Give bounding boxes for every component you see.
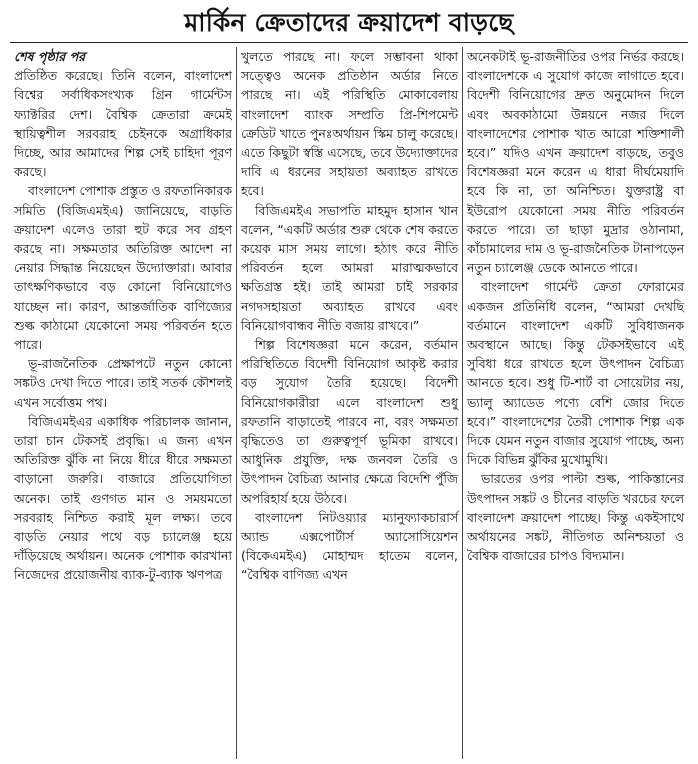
column-1: [10, 47, 236, 759]
column-3: [462, 47, 688, 759]
paragraph: বাংলাদেশ গার্মেন্ট ক্রেতা ফোরামের একজন প্রতিনিধি বলেন, “আমরা দেখছি বর্তমানে বাংলাদেশ একটি সুবিধাজনক অবস্থানে আছে। কিন্তু টেকসইভাবে এই সুবিধা ধরে রাখতে হলে উৎপাদন বৈচিত্র্য আনতে হবে। শুধু টি-শার্ট বা সোয়েটার নয়, ভ্যালু অ্যাডেড পণ্যে বেশি জোর দিতে হবে।” বাংলাদেশের তৈরী পোশাক শিল্প এক দিকে যেমন নতুন বাজার সুযোগ পাচ্ছে, অন্য দিকে বিভিন্ন ঝুঁকির মুখোমুখি।: [467, 279, 684, 468]
headline: মার্কিন ক্রেতাদের ক্রয়াদেশ বাড়ছে: [10, 4, 688, 43]
paragraph: ভূ-রাজনৈতিক প্রেক্ষাপটে নতুন কোনো সঙ্কটও দেখা দিতে পারে। তাই সতর্ক কৌশলই এখন সর্বোত্তম পথ।: [14, 356, 232, 410]
paragraph: শিল্প বিশেষজ্ঞরা মনে করেন, বর্তমান পরিস্থিতিতে বিদেশী বিনিয়োগ আকৃষ্ট করার বড় সুযোগ তৈরি হয়েছে। বিদেশী বিনিয়োগকারীরা এলে বাংলাদেশ শুধু রফতানি বাড়াতেই পারবে না, বরং সক্ষমতা বৃদ্ধিতেও তা গুরুত্বপূর্ণ ভূমিকা রাখবে। আধুনিক প্রযুক্তি, দক্ষ জনবল তৈরি ও উৎপাদন বৈচিত্র্য আনার ক্ষেত্রে বিদেশি পুঁজি অপরিহার্য হয়ে উঠবে।: [241, 337, 458, 506]
paragraph: প্রতিষ্ঠিত করেছে। তিনি বলেন, বাংলাদেশ বিশ্বের সর্বাধিকসংখ্যক গ্রিন গার্মেন্টস ফ্যাক্টরির দেশ। বৈশ্বিক ক্রেতারা ক্রমেই স্থায়িত্বশীল সরবরাহ চেইনকে অগ্রাধিকার দিচ্ছে, আর আমাদের শিল্প সেই চাহিদা পূরণ করছে।: [14, 68, 232, 180]
column-2: [236, 47, 462, 759]
paragraph: বিজিএমইএর একাধিক পরিচালক জানান, তারা চান টেকসই প্রবৃদ্ধি। এ জন্য এখন অতিরিক্ত ঝুঁকি না নিয়ে ধীরে ধীরে সক্ষমতা বাড়ানো জরুরি। বাজারে প্রতিযোগিতা অনেক। তাই গুণগত মান ও সময়মতো সরবরাহ নিশ্চিত করাই মূল লক্ষ্য। তবে বাড়তি নেয়ার পথে বড় চ্যালেঞ্জ হয়ে দাঁড়িয়েছে অর্থায়ন। অনেক পোশাক কারখানা নিজেদের প্রয়োজনীয় ব্যাক-টু-ব্যাক ঋণপত্র: [14, 413, 232, 583]
paragraph: বাংলাদেশ নিটওয়্যার ম্যানুফ্যাকচারার্স অ্যান্ড এক্সপোর্টার্স অ্যাসোসিয়েশন (বিকেএমইএ) মোহাম্মদ হাতেম বলেন, “বৈশ্বিক বাণিজ্য এখন: [241, 509, 458, 583]
paragraph: বাংলাদেশ পোশাক প্রস্তুত ও রফতানিকারক সমিতি (বিজিএমইএ) জানিয়েছে, বাড়তি ক্রয়াদেশ এলেও তারা হুট করে সব গ্রহণ করছে না। সক্ষমতার অতিরিক্ত আদেশ না নেয়ার সিদ্ধান্ত নিয়েছেন উদ্যোক্তারা। আবার তাৎক্ষণিকভাবে বড় কোনো বিনিয়োগেও যাচ্ছেন না। কারণ, আন্তর্জাতিক বাণিজ্যের শুল্ক কাঠামো যেকোনো সময় পরিবর্তন হতে পারে।: [14, 183, 232, 353]
continuation-kicker: শেষ পৃষ্ঠার পর: [14, 49, 86, 64]
paragraph: অনেকটাই ভূ-রাজনীতির ওপর নির্ভর করছে। বাংলাদেশকে এ সুযোগ কাজে লাগাতে হবে। বিদেশী বিনিয়োগের দ্রুত অনুমোদন দিলে এবং অবকাঠামো উন্নয়নে নজর দিলে বাংলাদেশের পোশাক খাত আরো শক্তিশালী হবে।” যদিও এখন ক্রয়াদেশ বাড়ছে, তবুও বিশেষজ্ঞরা মনে করেন এ ধারা দীর্ঘমেয়াদি হবে কি না, তা অনিশ্চিত। যুক্তরাষ্ট্র বা ইউরোপ যেকোনো সময় নীতি পরিবর্তন করতে পারে। তা ছাড়া মুদ্রার ওঠানামা, কাঁচামালের দাম ও ভূ-রাজনৈতিক টানাপড়েন নতুন চ্যালেঞ্জ ডেকে আনতে পারে।: [467, 49, 684, 276]
paragraph: বিজিএমইএ সভাপতি মাহমুদ হাসান খান বলেন, “একটি অর্ডার শুরু থেকে শেষ করতে কয়েক মাস সময় লাগে। হঠাৎ করে নীতি পরিবর্তন হলে আমরা মারাত্মকভাবে ক্ষতিগ্রস্ত হই। তাই আমরা চাই সরকার নগদসহায়তা অব্যাহত রাখবে এবং বিনিয়োগবান্ধব নীতি বজায় রাখবে।”: [241, 202, 458, 333]
paragraph: খুলতে পারছে না। ফলে সম্ভাবনা থাকা সত্ত্বেও অনেক প্রতিষ্ঠান অর্ডার নিতে পারছে না। এই পরিস্থিতি মোকাবেলায় বাংলাদেশ ব্যাংক সম্প্রতি প্রি-শিপমেন্ট ক্রেডিট খাতে পুনঃঅর্থায়ন স্কিম চালু করেছে। এতে কিছুটা স্বস্তি এসেছে, তবে উদ্যোক্তাদের দাবি এ ধরনের সহায়তা অব্যাহত রাখতে হবে।: [241, 49, 458, 199]
article-columns: [10, 47, 688, 759]
paragraph: ভারতের ওপর পাল্টা শুল্ক, পাকিস্তানের উৎপাদন সঙ্কট ও চীনের বাড়তি খরচের ফলে বাংলাদেশ ক্রয়াদেশ পাচ্ছে। কিন্তু একইসাথে অর্থায়নের সঙ্কট, নীতিগত অনিশ্চয়তা ও বৈশ্বিক বাজারের চাপও বিদ্যমান।: [467, 471, 684, 564]
